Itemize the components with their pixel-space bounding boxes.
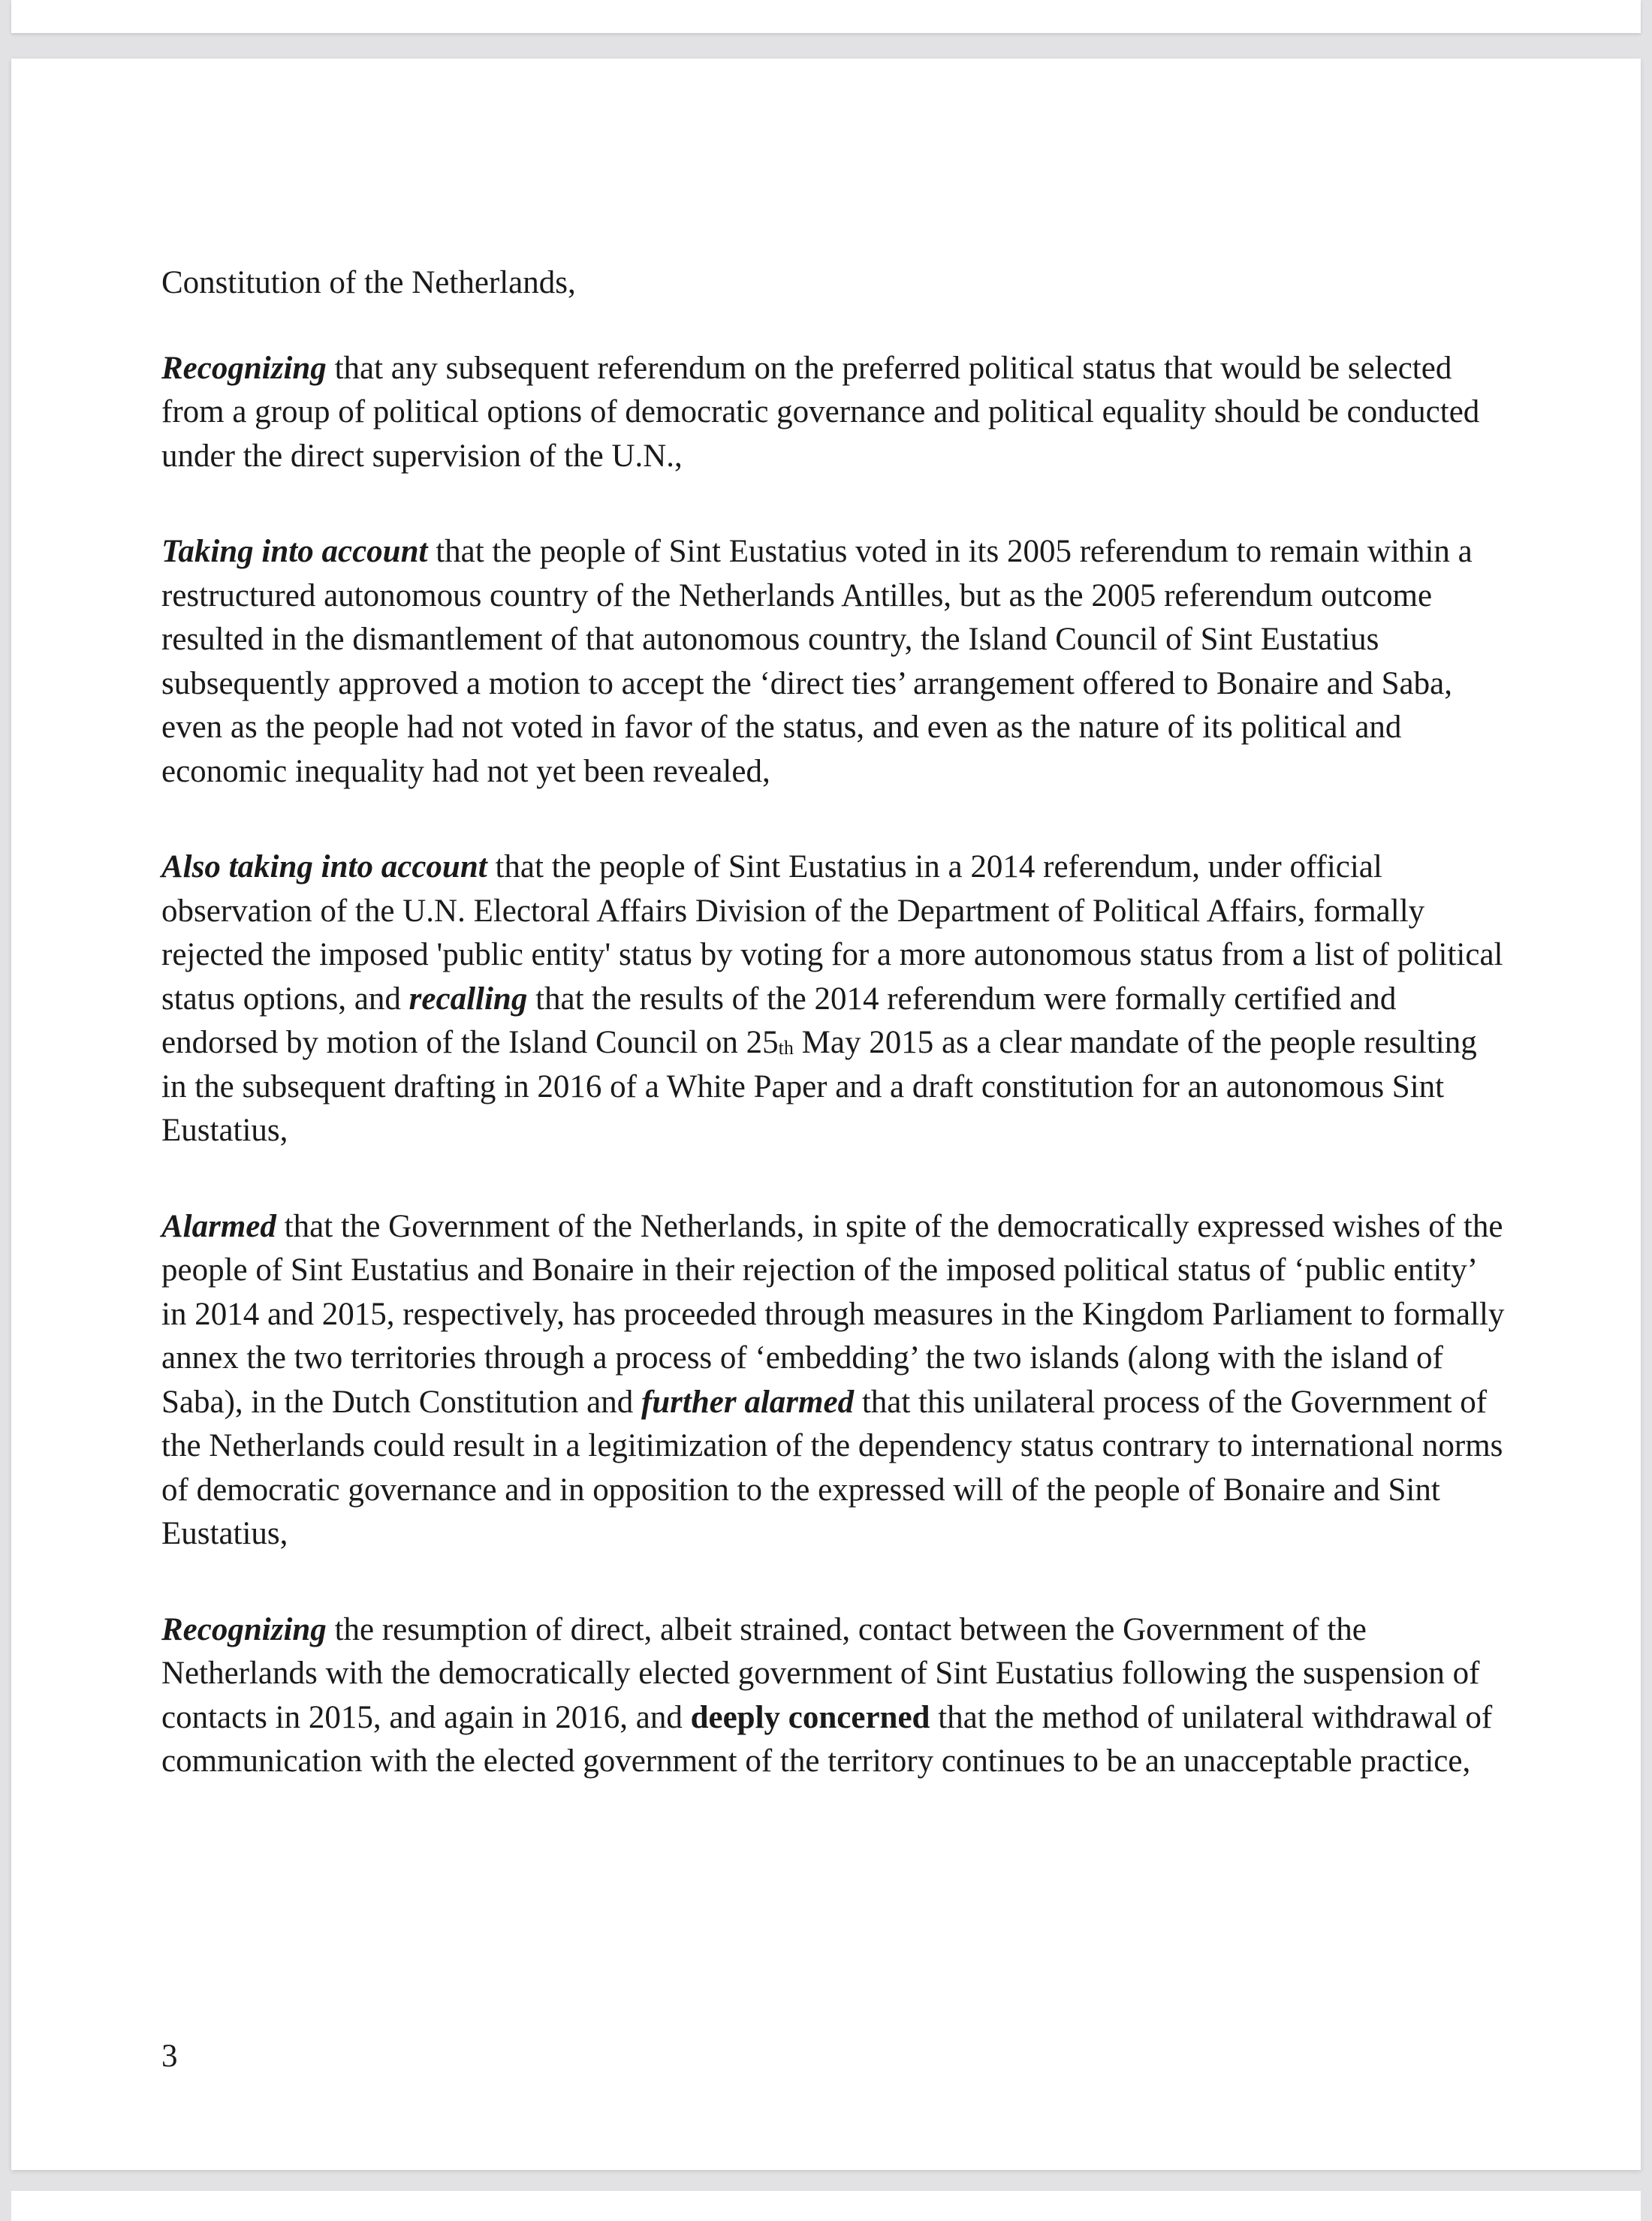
paragraph-text: that the Government of the Netherlands, in spite of the democratically expressed wishes of the people of Sint Eustatius and Bonaire in their rejection of the imposed political status of ‘public entity’ in 2014 and 2015, respectively, has proceeded through measures in the Kingdom Parliament to formally annex the two territories through a process of ‘embedding’ the two islands (along with the island of Saba), in the Dutch Constitution and xyxy=(161,1208,1505,1420)
ordinal-superscript: th xyxy=(778,1037,794,1059)
next-page-edge xyxy=(11,2191,1641,2221)
paragraph-recognizing-referendum xyxy=(161,347,1506,479)
paragraph-text: that this unilateral process of the Government of the Netherlands could result in a legitimization of the dependency status contrary to international norms of democratic governance and in opposition to the expressed will of the people of Bonaire and Sint Eustatius, xyxy=(161,1384,1503,1551)
keyword-also-taking-into-account: Also taking into account xyxy=(161,849,487,884)
paragraph-alarmed xyxy=(161,1205,1506,1557)
document-page xyxy=(11,59,1641,2170)
keyword-taking-into-account: Taking into account xyxy=(161,534,428,569)
paragraph-recognizing-resumption xyxy=(161,1608,1506,1784)
keyword-recognizing: Recognizing xyxy=(161,350,327,386)
page-number: 3 xyxy=(161,2039,178,2074)
opening-line-text: Constitution of the Netherlands, xyxy=(161,265,576,300)
keyword-recognizing: Recognizing xyxy=(161,1611,327,1647)
keyword-alarmed: Alarmed xyxy=(161,1208,276,1244)
paragraph-taking-into-account xyxy=(161,530,1506,794)
paragraph-text: that the method of unilateral withdrawal of communication with the elected government of the territory continues to be an unacceptable practice, xyxy=(161,1699,1493,1779)
paragraph-text: that the results of the 2014 referendum were formally certified and endorsed by motion of the Island Council on 25 xyxy=(161,981,1397,1060)
keyword-further-alarmed: further alarmed xyxy=(641,1384,855,1420)
opening-line xyxy=(161,261,1506,306)
paragraph-text: May 2015 as a clear mandate of the people resulting in the subsequent drafting in 2016 of a White Paper and a draft constitution for an autonomous Sint Eustatius, xyxy=(161,1025,1477,1148)
paragraph-text: that the people of Sint Eustatius voted in its 2005 referendum to remain within a restructured autonomous country of the Netherlands Antilles, but as the 2005 referendum outcome resulted in the dismantlement of that autonomous country, the Island Council of Sint Eustatius subsequently approved a motion to accept the ‘direct ties’ arrangement offered to Bonaire and Saba, even as the people had not voted in favor of the status, and even as the nature of its political and economic inequality had not yet been revealed, xyxy=(161,534,1473,789)
paragraph-also-taking-into-account xyxy=(161,845,1506,1153)
paragraph-text: that any subsequent referendum on the preferred political status that would be selected from a group of political options of democratic governance and political equality should be conducted under the direct supervision of the U.N., xyxy=(161,350,1480,474)
keyword-deeply-concerned: deeply concerned xyxy=(690,1699,930,1735)
paragraph-text: that the people of Sint Eustatius in a 2014 referendum, under official observation of the U.N. Electoral Affairs Division of the Department of Political Affairs, formally rejected the imposed 'public entity' status by voting for a more autonomous status from a list of political status options, and xyxy=(161,849,1503,1017)
previous-page-edge xyxy=(11,0,1641,33)
paragraph-text: the resumption of direct, albeit strained, contact between the Government of the Netherlands with the democratically elected government of Sint Eustatius following the suspension of contacts in 2015, and again in 2016, and xyxy=(161,1611,1480,1735)
keyword-recalling: recalling xyxy=(408,981,528,1017)
page-body xyxy=(161,261,1506,1836)
